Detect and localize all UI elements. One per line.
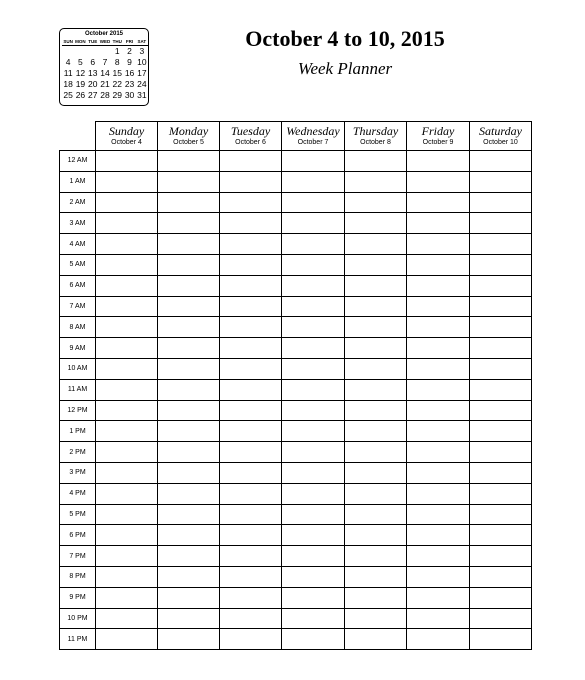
hour-row bbox=[60, 151, 532, 172]
mini-calendar-day: 2 bbox=[127, 46, 132, 56]
hour-label: 2 PM bbox=[60, 442, 96, 463]
hour-label: 4 AM bbox=[60, 234, 96, 255]
time-slot-cell[interactable] bbox=[96, 525, 158, 546]
time-slot-cell[interactable] bbox=[282, 213, 345, 234]
time-slot-cell[interactable] bbox=[345, 192, 407, 213]
time-slot-cell[interactable] bbox=[282, 608, 345, 629]
mini-calendar-weekday-row bbox=[62, 38, 148, 46]
time-slot-cell[interactable] bbox=[158, 338, 220, 359]
hour-row bbox=[60, 608, 532, 629]
hour-row bbox=[60, 275, 532, 296]
mini-calendar-day: 26 bbox=[75, 90, 86, 100]
mini-calendar-day: 4 bbox=[65, 57, 71, 67]
time-slot-cell[interactable] bbox=[345, 546, 407, 567]
mini-calendar-day: 11 bbox=[63, 68, 73, 78]
hour-label: 3 AM bbox=[60, 213, 96, 234]
time-slot-cell[interactable] bbox=[407, 525, 470, 546]
hour-label: 3 PM bbox=[60, 462, 96, 483]
time-slot-cell[interactable] bbox=[470, 275, 532, 296]
time-slot-cell[interactable] bbox=[470, 338, 532, 359]
time-slot-cell[interactable] bbox=[282, 629, 345, 650]
time-slot-cell[interactable] bbox=[220, 358, 282, 379]
time-slot-cell[interactable] bbox=[158, 483, 220, 504]
hour-label: 8 PM bbox=[60, 566, 96, 587]
time-slot-cell[interactable] bbox=[345, 587, 407, 608]
hour-label: 11 PM bbox=[60, 629, 96, 650]
time-slot-cell[interactable] bbox=[158, 566, 220, 587]
time-slot-cell[interactable] bbox=[407, 275, 470, 296]
hour-row bbox=[60, 234, 532, 255]
time-slot-cell[interactable] bbox=[282, 254, 345, 275]
mini-calendar-weekday: SAT bbox=[137, 39, 147, 44]
time-slot-cell[interactable] bbox=[282, 400, 345, 421]
hour-row bbox=[60, 421, 532, 442]
time-slot-cell[interactable] bbox=[96, 587, 158, 608]
time-slot-cell[interactable] bbox=[407, 151, 470, 172]
hour-label: 5 PM bbox=[60, 504, 96, 525]
time-slot-cell[interactable] bbox=[158, 608, 220, 629]
planner-header-row bbox=[60, 122, 532, 151]
time-slot-cell[interactable] bbox=[220, 546, 282, 567]
time-slot-cell[interactable] bbox=[158, 546, 220, 567]
hour-row bbox=[60, 629, 532, 650]
time-slot-cell[interactable] bbox=[282, 151, 345, 172]
time-slot-cell[interactable] bbox=[282, 421, 345, 442]
hour-label: 6 PM bbox=[60, 525, 96, 546]
time-slot-cell[interactable] bbox=[158, 358, 220, 379]
mini-calendar-day: 10 bbox=[137, 57, 147, 67]
time-slot-cell[interactable] bbox=[282, 462, 345, 483]
time-slot-cell[interactable] bbox=[345, 151, 407, 172]
mini-calendar-day bbox=[99, 46, 111, 58]
mini-calendar-day: 21 bbox=[100, 79, 110, 89]
time-slot-cell[interactable] bbox=[345, 483, 407, 504]
time-slot-cell[interactable] bbox=[345, 400, 407, 421]
mini-calendar-weekday: SUN bbox=[63, 39, 73, 44]
time-slot-cell[interactable] bbox=[158, 296, 220, 317]
time-slot-cell[interactable] bbox=[345, 629, 407, 650]
time-slot-cell[interactable] bbox=[220, 275, 282, 296]
time-slot-cell[interactable] bbox=[96, 275, 158, 296]
hour-label: 12 PM bbox=[60, 400, 96, 421]
day-date: October 4 bbox=[111, 139, 142, 146]
page-subtitle: Week Planner bbox=[297, 59, 393, 78]
day-name: Tuesday bbox=[230, 124, 271, 138]
day-name: Saturday bbox=[479, 124, 522, 138]
time-slot-cell[interactable] bbox=[470, 358, 532, 379]
time-slot-cell[interactable] bbox=[282, 566, 345, 587]
hour-label: 11 AM bbox=[60, 379, 96, 400]
day-name: Sunday bbox=[108, 124, 145, 138]
mini-calendar-grid bbox=[62, 38, 148, 101]
hour-label: 6 AM bbox=[60, 275, 96, 296]
day-date: October 7 bbox=[297, 139, 329, 146]
time-slot-cell[interactable] bbox=[282, 546, 345, 567]
time-slot-cell[interactable] bbox=[345, 379, 407, 400]
hour-label: 4 PM bbox=[60, 483, 96, 504]
time-slot-cell[interactable] bbox=[158, 213, 220, 234]
time-slot-cell[interactable] bbox=[282, 525, 345, 546]
time-slot-cell[interactable] bbox=[407, 483, 470, 504]
hour-row bbox=[60, 296, 532, 317]
day-name: Friday bbox=[421, 124, 455, 138]
time-slot-cell[interactable] bbox=[220, 462, 282, 483]
time-slot-cell[interactable] bbox=[282, 317, 345, 338]
hour-label: 1 PM bbox=[60, 421, 96, 442]
mini-calendar-day: 14 bbox=[100, 68, 110, 78]
day-column-header bbox=[407, 122, 470, 151]
time-slot-cell[interactable] bbox=[345, 317, 407, 338]
time-slot-cell[interactable] bbox=[345, 275, 407, 296]
time-slot-cell[interactable] bbox=[470, 296, 532, 317]
mini-calendar-weekday: TUE bbox=[88, 39, 98, 44]
day-column-header bbox=[96, 122, 158, 151]
hour-row bbox=[60, 504, 532, 525]
day-column-header bbox=[220, 122, 282, 151]
time-slot-cell[interactable] bbox=[282, 358, 345, 379]
mini-calendar-day: 30 bbox=[124, 90, 135, 100]
time-slot-cell[interactable] bbox=[470, 254, 532, 275]
hour-row bbox=[60, 338, 532, 359]
time-slot-cell[interactable] bbox=[407, 358, 470, 379]
hour-label: 9 PM bbox=[60, 587, 96, 608]
time-slot-cell[interactable] bbox=[220, 192, 282, 213]
time-slot-cell[interactable] bbox=[220, 587, 282, 608]
time-slot-cell[interactable] bbox=[220, 317, 282, 338]
time-slot-cell[interactable] bbox=[158, 462, 220, 483]
time-slot-cell[interactable] bbox=[470, 192, 532, 213]
mini-calendar-day: 5 bbox=[78, 57, 83, 67]
time-slot-cell[interactable] bbox=[96, 379, 158, 400]
time-slot-cell[interactable] bbox=[158, 442, 220, 463]
time-slot-cell[interactable] bbox=[220, 421, 282, 442]
time-slot-cell[interactable] bbox=[282, 296, 345, 317]
time-slot-cell[interactable] bbox=[282, 171, 345, 192]
time-slot-cell[interactable] bbox=[345, 358, 407, 379]
time-slot-cell[interactable] bbox=[345, 525, 407, 546]
time-slot-cell[interactable] bbox=[470, 442, 532, 463]
time-slot-cell[interactable] bbox=[470, 629, 532, 650]
time-slot-cell[interactable] bbox=[470, 317, 532, 338]
time-slot-cell[interactable] bbox=[96, 546, 158, 567]
mini-calendar-week bbox=[62, 57, 148, 68]
hour-row bbox=[60, 525, 532, 546]
hour-row bbox=[60, 192, 532, 213]
time-slot-cell[interactable] bbox=[470, 566, 532, 587]
time-slot-cell[interactable] bbox=[345, 504, 407, 525]
time-slot-cell[interactable] bbox=[407, 566, 470, 587]
hour-label: 2 AM bbox=[60, 192, 96, 213]
time-slot-cell[interactable] bbox=[220, 442, 282, 463]
mini-calendar-day: 24 bbox=[137, 79, 147, 89]
hour-label: 8 AM bbox=[60, 317, 96, 338]
mini-calendar-day: 19 bbox=[75, 79, 86, 89]
time-slot-cell[interactable] bbox=[220, 151, 282, 172]
time-slot-cell[interactable] bbox=[96, 317, 158, 338]
time-slot-cell[interactable] bbox=[282, 379, 345, 400]
time-slot-cell[interactable] bbox=[407, 171, 470, 192]
mini-calendar-day: 28 bbox=[100, 90, 110, 100]
time-slot-cell[interactable] bbox=[470, 504, 532, 525]
time-slot-cell[interactable] bbox=[407, 254, 470, 275]
time-slot-cell[interactable] bbox=[470, 400, 532, 421]
mini-calendar-weekday: FRI bbox=[123, 38, 135, 46]
mini-calendar-day: 12 bbox=[75, 68, 86, 78]
time-slot-cell[interactable] bbox=[470, 151, 532, 172]
time-slot-cell[interactable] bbox=[407, 400, 470, 421]
time-slot-cell[interactable] bbox=[96, 338, 158, 359]
time-slot-cell[interactable] bbox=[470, 546, 532, 567]
time-slot-cell[interactable] bbox=[220, 566, 282, 587]
time-slot-cell[interactable] bbox=[158, 504, 220, 525]
time-slot-cell[interactable] bbox=[345, 338, 407, 359]
time-slot-cell[interactable] bbox=[282, 234, 345, 255]
time-slot-cell[interactable] bbox=[282, 338, 345, 359]
mini-calendar-day: 23 bbox=[124, 79, 135, 89]
mini-calendar-day: 3 bbox=[139, 46, 145, 56]
time-slot-cell[interactable] bbox=[158, 421, 220, 442]
time-slot-cell[interactable] bbox=[345, 254, 407, 275]
mini-calendar-day: 9 bbox=[127, 57, 132, 67]
hour-row bbox=[60, 358, 532, 379]
time-slot-cell[interactable] bbox=[282, 504, 345, 525]
hour-row bbox=[60, 213, 532, 234]
mini-calendar-day: 25 bbox=[63, 90, 73, 100]
time-slot-cell[interactable] bbox=[407, 587, 470, 608]
time-slot-cell[interactable] bbox=[96, 296, 158, 317]
time-slot-cell[interactable] bbox=[282, 587, 345, 608]
time-slot-cell[interactable] bbox=[220, 608, 282, 629]
mini-calendar-day: 15 bbox=[112, 68, 122, 78]
hour-label: 1 AM bbox=[60, 171, 96, 192]
time-slot-cell[interactable] bbox=[96, 192, 158, 213]
time-slot-cell[interactable] bbox=[220, 234, 282, 255]
time-slot-cell[interactable] bbox=[345, 171, 407, 192]
hour-row bbox=[60, 379, 532, 400]
time-slot-cell[interactable] bbox=[407, 296, 470, 317]
time-slot-cell[interactable] bbox=[407, 192, 470, 213]
time-slot-cell[interactable] bbox=[470, 462, 532, 483]
time-slot-cell[interactable] bbox=[220, 525, 282, 546]
time-slot-cell[interactable] bbox=[407, 442, 470, 463]
hour-row bbox=[60, 442, 532, 463]
mini-calendar-day: 8 bbox=[114, 57, 120, 67]
time-slot-cell[interactable] bbox=[470, 525, 532, 546]
time-slot-cell[interactable] bbox=[158, 151, 220, 172]
day-column-header bbox=[158, 122, 220, 151]
hour-row bbox=[60, 400, 532, 421]
time-slot-cell[interactable] bbox=[407, 234, 470, 255]
mini-calendar-day: 20 bbox=[87, 79, 98, 89]
time-slot-cell[interactable] bbox=[158, 317, 220, 338]
time-slot-cell[interactable] bbox=[470, 587, 532, 608]
hour-row bbox=[60, 317, 532, 338]
mini-calendar-title: October 2015 bbox=[84, 31, 124, 37]
time-slot-cell[interactable] bbox=[407, 379, 470, 400]
time-slot-cell[interactable] bbox=[220, 504, 282, 525]
mini-calendar-day: 22 bbox=[112, 79, 122, 89]
time-slot-cell[interactable] bbox=[158, 234, 220, 255]
time-slot-cell[interactable] bbox=[220, 171, 282, 192]
mini-calendar-day bbox=[87, 46, 99, 58]
time-slot-cell[interactable] bbox=[282, 192, 345, 213]
time-slot-cell[interactable] bbox=[220, 379, 282, 400]
hour-row bbox=[60, 483, 532, 504]
time-slot-cell[interactable] bbox=[407, 608, 470, 629]
time-slot-cell[interactable] bbox=[158, 192, 220, 213]
time-slot-cell[interactable] bbox=[345, 566, 407, 587]
day-column-header bbox=[345, 122, 407, 151]
mini-calendar-day bbox=[62, 46, 74, 58]
time-slot-cell[interactable] bbox=[96, 462, 158, 483]
time-slot-cell[interactable] bbox=[96, 358, 158, 379]
time-slot-cell[interactable] bbox=[407, 338, 470, 359]
hour-label: 5 AM bbox=[60, 254, 96, 275]
time-slot-cell[interactable] bbox=[407, 462, 470, 483]
time-slot-cell[interactable] bbox=[345, 608, 407, 629]
day-date: October 9 bbox=[422, 139, 454, 146]
day-column-header bbox=[282, 122, 345, 151]
time-slot-cell[interactable] bbox=[220, 629, 282, 650]
time-slot-cell[interactable] bbox=[220, 296, 282, 317]
page-title: October 4 to 10, 2015 bbox=[245, 26, 445, 51]
time-slot-cell[interactable] bbox=[96, 629, 158, 650]
day-name: Monday bbox=[168, 124, 209, 138]
time-slot-cell[interactable] bbox=[96, 421, 158, 442]
time-slot-cell[interactable] bbox=[158, 400, 220, 421]
planner-grid bbox=[59, 121, 532, 650]
hour-label: 12 AM bbox=[60, 151, 96, 172]
time-slot-cell[interactable] bbox=[470, 213, 532, 234]
time-slot-cell[interactable] bbox=[407, 317, 470, 338]
time-slot-cell[interactable] bbox=[407, 504, 470, 525]
day-name: Wednesday bbox=[286, 124, 340, 138]
hour-label: 9 AM bbox=[60, 338, 96, 359]
planner-hour-rows bbox=[60, 151, 532, 650]
mini-calendar-day: 29 bbox=[112, 90, 122, 100]
time-slot-cell[interactable] bbox=[220, 213, 282, 234]
hour-label: 7 PM bbox=[60, 546, 96, 567]
time-slot-cell[interactable] bbox=[96, 483, 158, 504]
hour-row bbox=[60, 587, 532, 608]
time-slot-cell[interactable] bbox=[220, 254, 282, 275]
mini-calendar-day: 27 bbox=[87, 90, 98, 100]
hour-row bbox=[60, 254, 532, 275]
time-slot-cell[interactable] bbox=[158, 379, 220, 400]
mini-calendar-day: 18 bbox=[63, 79, 73, 89]
hour-row bbox=[60, 546, 532, 567]
time-slot-cell[interactable] bbox=[96, 254, 158, 275]
time-slot-cell[interactable] bbox=[158, 171, 220, 192]
time-slot-cell[interactable] bbox=[345, 442, 407, 463]
time-slot-cell[interactable] bbox=[220, 400, 282, 421]
mini-calendar-day: 1 bbox=[114, 46, 120, 56]
day-date: October 5 bbox=[173, 139, 204, 146]
time-slot-cell[interactable] bbox=[282, 275, 345, 296]
time-slot-cell[interactable] bbox=[407, 213, 470, 234]
time-slot-cell[interactable] bbox=[470, 234, 532, 255]
mini-calendar-day: 7 bbox=[102, 57, 108, 67]
mini-calendar-weekday: THU bbox=[112, 39, 122, 44]
time-slot-cell[interactable] bbox=[96, 566, 158, 587]
hour-label: 7 AM bbox=[60, 296, 96, 317]
mini-calendar-day: 13 bbox=[87, 68, 98, 78]
hour-row bbox=[60, 462, 532, 483]
time-slot-cell[interactable] bbox=[96, 400, 158, 421]
time-slot-cell[interactable] bbox=[220, 483, 282, 504]
time-slot-cell[interactable] bbox=[345, 213, 407, 234]
mini-calendar-weekday: MON bbox=[75, 39, 86, 44]
time-slot-cell[interactable] bbox=[158, 275, 220, 296]
mini-calendar-day: 17 bbox=[137, 68, 147, 78]
time-slot-cell[interactable] bbox=[158, 587, 220, 608]
time-slot-cell[interactable] bbox=[345, 234, 407, 255]
mini-calendar bbox=[59, 28, 149, 106]
time-slot-cell[interactable] bbox=[96, 442, 158, 463]
time-slot-cell[interactable] bbox=[470, 421, 532, 442]
day-date: October 8 bbox=[360, 139, 391, 146]
hour-label: 10 AM bbox=[60, 358, 96, 379]
time-slot-cell[interactable] bbox=[345, 296, 407, 317]
day-column-header bbox=[470, 122, 532, 151]
day-date: October 6 bbox=[235, 139, 266, 146]
day-name: Thursday bbox=[352, 124, 399, 138]
time-slot-cell[interactable] bbox=[220, 338, 282, 359]
time-slot-cell[interactable] bbox=[470, 171, 532, 192]
time-slot-cell[interactable] bbox=[96, 171, 158, 192]
planner-corner bbox=[60, 122, 96, 151]
mini-calendar-weekday: WED bbox=[99, 39, 111, 44]
time-slot-cell[interactable] bbox=[407, 629, 470, 650]
mini-calendar-day: 6 bbox=[90, 57, 96, 67]
time-slot-cell[interactable] bbox=[470, 379, 532, 400]
day-date: October 10 bbox=[483, 139, 518, 146]
mini-calendar-day: 31 bbox=[137, 90, 147, 100]
mini-calendar-weeks bbox=[62, 46, 148, 102]
time-slot-cell[interactable] bbox=[158, 525, 220, 546]
hour-row bbox=[60, 171, 532, 192]
mini-calendar-day: 16 bbox=[124, 68, 135, 78]
time-slot-cell[interactable] bbox=[282, 442, 345, 463]
time-slot-cell[interactable] bbox=[96, 213, 158, 234]
time-slot-cell[interactable] bbox=[158, 629, 220, 650]
time-slot-cell[interactable] bbox=[96, 151, 158, 172]
mini-calendar-day bbox=[74, 46, 86, 58]
hour-label: 10 PM bbox=[60, 608, 96, 629]
time-slot-cell[interactable] bbox=[470, 483, 532, 504]
mini-calendar-week bbox=[62, 46, 148, 58]
time-slot-cell[interactable] bbox=[158, 254, 220, 275]
time-slot-cell[interactable] bbox=[470, 608, 532, 629]
time-slot-cell[interactable] bbox=[282, 483, 345, 504]
time-slot-cell[interactable] bbox=[345, 421, 407, 442]
time-slot-cell[interactable] bbox=[96, 504, 158, 525]
time-slot-cell[interactable] bbox=[407, 421, 470, 442]
hour-row bbox=[60, 566, 532, 587]
time-slot-cell[interactable] bbox=[96, 234, 158, 255]
time-slot-cell[interactable] bbox=[96, 608, 158, 629]
mini-calendar-week bbox=[62, 79, 148, 90]
mini-calendar-week bbox=[62, 90, 148, 101]
time-slot-cell[interactable] bbox=[407, 546, 470, 567]
time-slot-cell[interactable] bbox=[345, 462, 407, 483]
mini-calendar-week bbox=[62, 68, 148, 79]
